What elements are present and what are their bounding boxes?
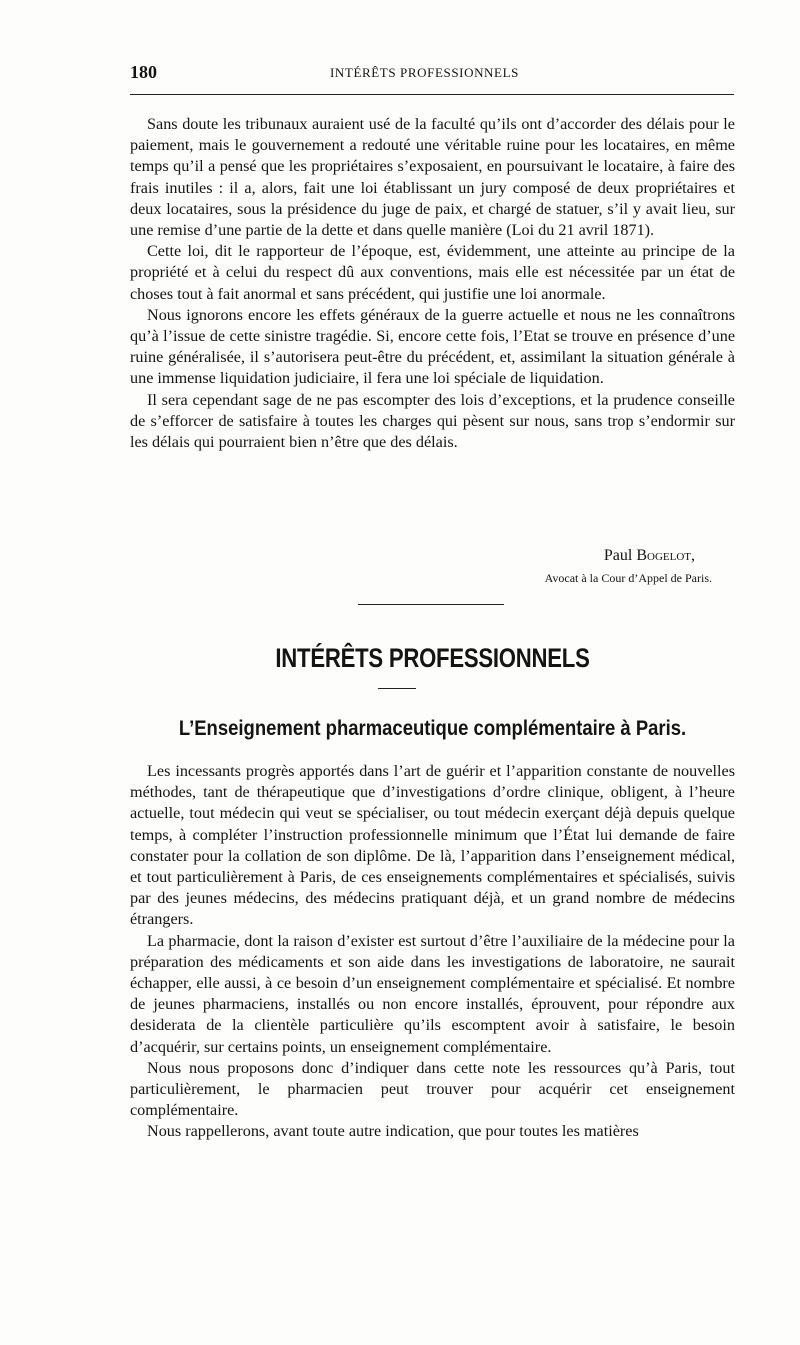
title-underline <box>378 688 416 689</box>
page-number: 180 <box>130 62 157 82</box>
article-text <box>130 761 735 1143</box>
paragraph: Il sera cependant sage de ne pas escompter des lois d’exceptions, et la prudence conseille de s’efforcer de satisfaire à toutes les charges qui pèsent sur nous, sans trop s’endormir sur les délais qui pourraient bien n’être que des délais. <box>130 390 735 452</box>
running-title: INTÉRÊTS PROFESSIONNELS <box>330 65 519 80</box>
paragraph: Nous nous proposons donc d’indiquer dans cette note les ressources qu’à Paris, tout particulièrement, le pharmacien peut trouver pour acquérir cet enseignement complémentaire. <box>130 1058 735 1120</box>
paragraph: Nous rappellerons, avant toute autre indication, que pour toutes les matières <box>147 1122 639 1141</box>
author-last-name: Bogelot, <box>636 547 695 564</box>
article-title: L’Enseignement pharmaceutique complémentaire à Paris. <box>178 717 687 740</box>
paragraph: La pharmacie, dont la raison d’exister est surtout d’être l’auxiliaire de la médecine pour la préparation des médicaments et son aide dans les investigations de laboratoire, ne saurait échapper, elle aussi, à ce besoin d’un enseignement complémentaire et spécialisé. Et nombre de jeunes pharmaciens, installés ou non encore installés, éprouvent, pour répondre aux desiderata de la clientèle particulière qu’ils escomptent avoir à satisfaire, le besoin d’acquérir, sur certains points, un enseignement complémentaire. <box>130 931 735 1056</box>
paragraph: Cette loi, dit le rapporteur de l’époque, est, évidemment, une atteinte au principe de la propriété et à celui du respect dû aux conventions, mais elle est nécessitée par un état de choses tout à fait anormal et sans précédent, qui justifie une loi anormale. <box>130 242 735 303</box>
author-affiliation: Avocat à la Cour d’Appel de Paris. <box>544 571 712 585</box>
paragraph: Nous ignorons encore les effets généraux de la guerre actuelle et nous ne les connaîtrons qu’à l’issue de cette sinistre tragédie. Si, encore cette fois, l’Etat se trouve en présence d’une ruine généralisée, il s’autorisera peut-être du précédent, et, assimilant la situation générale à une immense liquidation judiciaire, il fera une loi spéciale de liquidation. <box>130 305 735 388</box>
author-signature <box>130 547 695 565</box>
header-rule <box>130 94 734 95</box>
paragraph: Les incessants progrès apportés dans l’art de guérir et l’apparition constante de nouvelles méthodes, tant de thérapeutique que d’investigations d’ordre clinique, obligent, à l’heure actuelle, tout médecin qui veut se spécialiser, ou tout médecin exerçant déjà depuis quelque temps, à compléter l’instruction professionnelle minimum que l’État lui demande de faire constater pour la collation de son diplôme. De là, l’apparition dans l’enseignement médical, et tout particulièrement à Paris, de ces enseignements complémentaires et spécialisés, suivis par des jeunes médecins, des médecins pratiquant déjà, et un grand nombre de médecins étrangers. <box>130 762 735 929</box>
section-divider <box>358 604 504 605</box>
paragraph: Sans doute les tribunaux auraient usé de la faculté qu’ils ont d’accorder des délais pour le paiement, mais le gouvernement a redouté une véritable ruine pour les locataires, en même temps qu’il a pensé que les propriétaires s’exposaient, en poursuivant le locataire, à faire des frais inutiles : il a, alors, fait une loi établissant un jury composé de deux propriétaires et deux locataires, sous la présidence du juge de paix, et chargé de statuer, s’il y avait lieu, sur une remise d’une partie de la dette et dans quelle manière (Loi du 21 avril 1871). <box>130 115 735 240</box>
author-first-name: Paul <box>603 547 633 564</box>
section-title: INTÉRÊTS PROFESSIONNELS <box>275 643 590 673</box>
running-head <box>130 62 734 84</box>
top-section-text <box>130 114 735 453</box>
